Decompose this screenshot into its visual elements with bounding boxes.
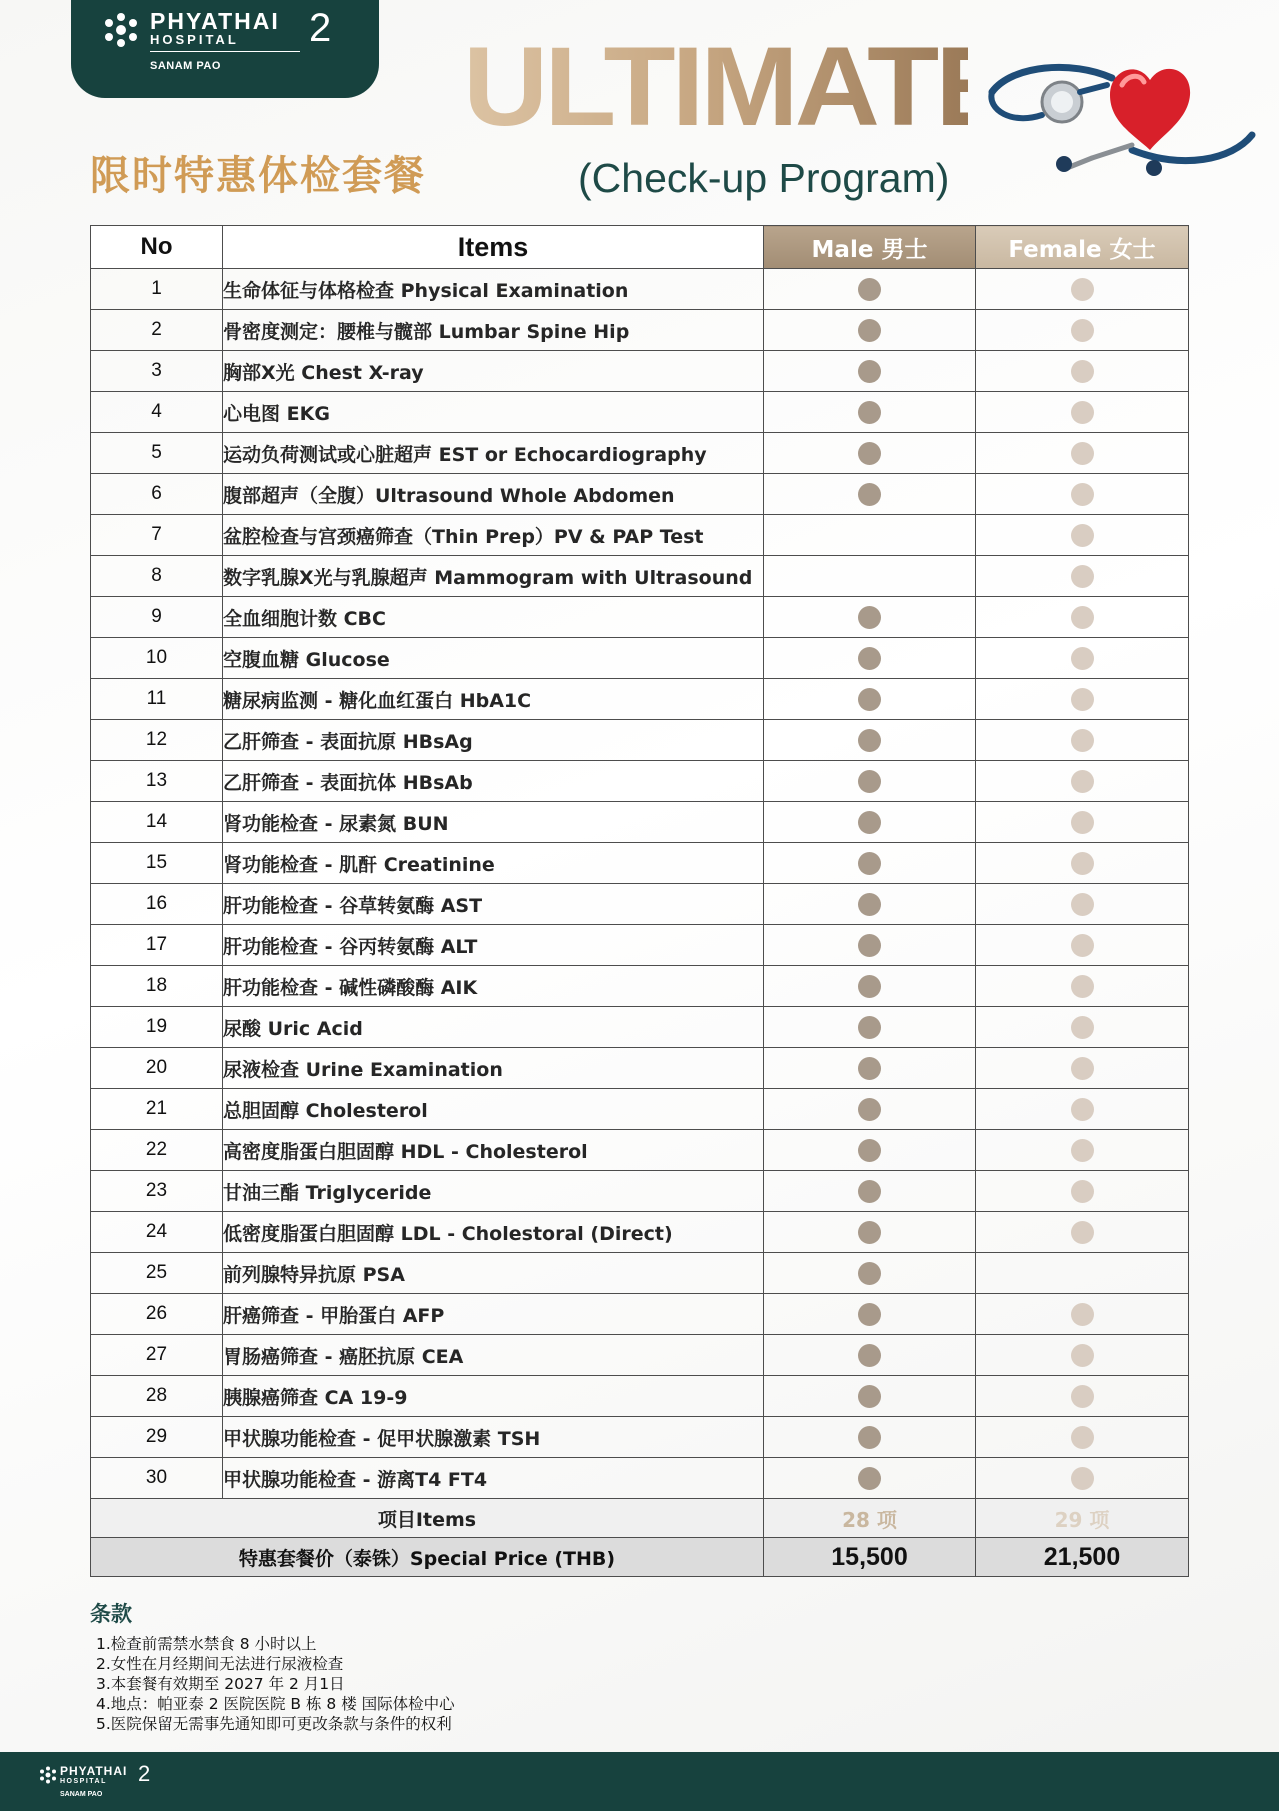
column-header-male: Male 男士 bbox=[764, 226, 976, 269]
row-item: 骨密度测定：腰椎与髋部 Lumbar Spine Hip bbox=[223, 310, 764, 351]
logo-divider bbox=[150, 51, 300, 52]
male-included-cell bbox=[764, 720, 976, 761]
special-price-row bbox=[91, 1538, 1189, 1577]
male-included-cell bbox=[764, 1212, 976, 1253]
footer-logo-location: SANAM PAO bbox=[60, 1791, 103, 1798]
female-included-cell bbox=[976, 720, 1189, 761]
female-included-dot-icon bbox=[1071, 1016, 1094, 1039]
male-included-cell bbox=[764, 966, 976, 1007]
logo-name: PHYATHAI bbox=[150, 8, 280, 34]
terms-item: 5.医院保留无需事先通知即可更改条款与条件的权利 bbox=[96, 1715, 452, 1733]
male-included-dot-icon bbox=[858, 278, 881, 301]
female-included-dot-icon bbox=[1071, 1180, 1094, 1203]
female-included-dot-icon bbox=[1071, 893, 1094, 916]
table-row bbox=[91, 1253, 1189, 1294]
row-number: 30 bbox=[91, 1458, 223, 1499]
promo-title-cn: 限时特惠体检套餐 bbox=[90, 153, 426, 199]
terms-item: 1.检查前需禁水禁食 8 小时以上 bbox=[96, 1635, 317, 1653]
table-row bbox=[91, 1089, 1189, 1130]
table-row bbox=[91, 802, 1189, 843]
male-included-dot-icon bbox=[858, 483, 881, 506]
row-item: 糖尿病监测 - 糖化血红蛋白 HbA1C bbox=[223, 679, 764, 720]
male-included-dot-icon bbox=[858, 442, 881, 465]
table-row bbox=[91, 269, 1189, 310]
male-included-cell bbox=[764, 925, 976, 966]
row-number: 19 bbox=[91, 1007, 223, 1048]
row-item: 甲状腺功能检查 - 游离T4 FT4 bbox=[223, 1458, 764, 1499]
male-included-dot-icon bbox=[858, 934, 881, 957]
row-item: 乙肝筛查 - 表面抗原 HBsAg bbox=[223, 720, 764, 761]
logo-hospital: HOSPITAL bbox=[150, 32, 239, 47]
female-included-dot-icon bbox=[1071, 688, 1094, 711]
male-included-cell bbox=[764, 884, 976, 925]
row-number: 12 bbox=[91, 720, 223, 761]
table-row bbox=[91, 925, 1189, 966]
row-item: 盆腔检查与宫颈癌筛查（Thin Prep）PV & PAP Test bbox=[223, 515, 764, 556]
table-row bbox=[91, 474, 1189, 515]
table-row bbox=[91, 597, 1189, 638]
male-included-dot-icon bbox=[858, 975, 881, 998]
male-included-cell bbox=[764, 1253, 976, 1294]
male-included-dot-icon bbox=[858, 770, 881, 793]
footer-logo-icon bbox=[38, 1765, 58, 1785]
female-included-dot-icon bbox=[1071, 565, 1094, 588]
male-included-dot-icon bbox=[858, 729, 881, 752]
female-included-cell bbox=[976, 269, 1189, 310]
male-included-cell bbox=[764, 310, 976, 351]
table-row bbox=[91, 638, 1189, 679]
female-included-dot-icon bbox=[1071, 852, 1094, 875]
logo-number: 2 bbox=[309, 6, 332, 50]
row-item: 肾功能检查 - 尿素氮 BUN bbox=[223, 802, 764, 843]
male-included-cell bbox=[764, 556, 976, 597]
male-included-cell bbox=[764, 1089, 976, 1130]
female-included-cell bbox=[976, 1458, 1189, 1499]
male-included-cell bbox=[764, 1376, 976, 1417]
table-row bbox=[91, 966, 1189, 1007]
table-row bbox=[91, 1294, 1189, 1335]
column-header-items: Items bbox=[223, 226, 764, 269]
male-included-cell bbox=[764, 1458, 976, 1499]
hospital-logo bbox=[71, 0, 379, 98]
female-included-cell bbox=[976, 1089, 1189, 1130]
male-included-dot-icon bbox=[858, 1303, 881, 1326]
table-row bbox=[91, 843, 1189, 884]
table-row bbox=[91, 1212, 1189, 1253]
row-number: 23 bbox=[91, 1171, 223, 1212]
female-included-cell bbox=[976, 392, 1189, 433]
table-row bbox=[91, 1171, 1189, 1212]
female-included-dot-icon bbox=[1071, 1057, 1094, 1080]
table-row bbox=[91, 1417, 1189, 1458]
female-included-dot-icon bbox=[1071, 1467, 1094, 1490]
row-item: 尿液检查 Urine Examination bbox=[223, 1048, 764, 1089]
female-included-cell bbox=[976, 1253, 1189, 1294]
terms-title: 条款 bbox=[90, 1602, 132, 1626]
row-number: 25 bbox=[91, 1253, 223, 1294]
female-included-dot-icon bbox=[1071, 811, 1094, 834]
female-included-dot-icon bbox=[1071, 524, 1094, 547]
row-item: 低密度脂蛋白胆固醇 LDL - Cholestoral (Direct) bbox=[223, 1212, 764, 1253]
male-included-cell bbox=[764, 1417, 976, 1458]
table-row bbox=[91, 884, 1189, 925]
row-item: 肝功能检查 - 碱性磷酸酶 AIK bbox=[223, 966, 764, 1007]
male-included-cell bbox=[764, 843, 976, 884]
female-included-cell bbox=[976, 679, 1189, 720]
female-included-cell bbox=[976, 556, 1189, 597]
table-row bbox=[91, 1458, 1189, 1499]
female-included-cell bbox=[976, 1335, 1189, 1376]
row-item: 肝功能检查 - 谷草转氨酶 AST bbox=[223, 884, 764, 925]
male-included-cell bbox=[764, 597, 976, 638]
row-number: 14 bbox=[91, 802, 223, 843]
column-header-female: Female 女士 bbox=[976, 226, 1189, 269]
table-row bbox=[91, 392, 1189, 433]
female-included-dot-icon bbox=[1071, 1426, 1094, 1449]
female-included-cell bbox=[976, 310, 1189, 351]
female-included-cell bbox=[976, 966, 1189, 1007]
table-row bbox=[91, 679, 1189, 720]
female-included-cell bbox=[976, 515, 1189, 556]
female-included-cell bbox=[976, 884, 1189, 925]
male-included-cell bbox=[764, 1130, 976, 1171]
table-row bbox=[91, 720, 1189, 761]
male-included-cell bbox=[764, 269, 976, 310]
male-included-cell bbox=[764, 679, 976, 720]
row-number: 11 bbox=[91, 679, 223, 720]
female-items-count: 29 项 bbox=[976, 1499, 1189, 1538]
male-included-dot-icon bbox=[858, 811, 881, 834]
female-included-dot-icon bbox=[1071, 606, 1094, 629]
male-included-dot-icon bbox=[858, 893, 881, 916]
male-included-dot-icon bbox=[858, 1385, 881, 1408]
footer-logo-name: PHYATHAI bbox=[60, 1764, 128, 1778]
male-included-cell bbox=[764, 474, 976, 515]
row-item: 肝功能检查 - 谷丙转氨酶 ALT bbox=[223, 925, 764, 966]
row-number: 13 bbox=[91, 761, 223, 802]
items-count-row bbox=[91, 1499, 1189, 1538]
male-included-cell bbox=[764, 515, 976, 556]
female-included-cell bbox=[976, 1294, 1189, 1335]
female-included-cell bbox=[976, 925, 1189, 966]
male-included-cell bbox=[764, 392, 976, 433]
row-item: 腹部超声（全腹）Ultrasound Whole Abdomen bbox=[223, 474, 764, 515]
footer-bar bbox=[0, 1752, 1279, 1811]
male-included-dot-icon bbox=[858, 1262, 881, 1285]
male-included-dot-icon bbox=[858, 1344, 881, 1367]
female-included-cell bbox=[976, 1171, 1189, 1212]
footer-logo-hospital: HOSPITAL bbox=[60, 1778, 107, 1785]
row-number: 20 bbox=[91, 1048, 223, 1089]
row-number: 15 bbox=[91, 843, 223, 884]
row-number: 17 bbox=[91, 925, 223, 966]
female-included-dot-icon bbox=[1071, 278, 1094, 301]
male-included-cell bbox=[764, 802, 976, 843]
logo-flower-icon bbox=[101, 10, 141, 50]
table-row bbox=[91, 1376, 1189, 1417]
row-number: 18 bbox=[91, 966, 223, 1007]
female-included-cell bbox=[976, 761, 1189, 802]
row-number: 2 bbox=[91, 310, 223, 351]
female-included-cell bbox=[976, 474, 1189, 515]
female-included-cell bbox=[976, 843, 1189, 884]
row-item: 胰腺癌筛查 CA 19-9 bbox=[223, 1376, 764, 1417]
female-included-cell bbox=[976, 1007, 1189, 1048]
male-included-cell bbox=[764, 1294, 976, 1335]
row-number: 28 bbox=[91, 1376, 223, 1417]
female-included-cell bbox=[976, 1130, 1189, 1171]
row-number: 26 bbox=[91, 1294, 223, 1335]
female-included-cell bbox=[976, 802, 1189, 843]
row-item: 运动负荷测试或心脏超声 EST or Echocardiography bbox=[223, 433, 764, 474]
female-included-dot-icon bbox=[1071, 360, 1094, 383]
female-included-cell bbox=[976, 1048, 1189, 1089]
male-included-dot-icon bbox=[858, 852, 881, 875]
row-number: 10 bbox=[91, 638, 223, 679]
row-item: 前列腺特异抗原 PSA bbox=[223, 1253, 764, 1294]
male-included-dot-icon bbox=[858, 688, 881, 711]
row-number: 22 bbox=[91, 1130, 223, 1171]
female-included-dot-icon bbox=[1071, 934, 1094, 957]
male-included-cell bbox=[764, 761, 976, 802]
stethoscope-heart-icon bbox=[982, 40, 1272, 180]
row-item: 生命体征与体格检查 Physical Examination bbox=[223, 269, 764, 310]
terms-list bbox=[96, 1634, 455, 1734]
row-number: 24 bbox=[91, 1212, 223, 1253]
program-title: ULTIMATE bbox=[463, 24, 1010, 150]
row-number: 16 bbox=[91, 884, 223, 925]
male-included-dot-icon bbox=[858, 360, 881, 383]
row-item: 甘油三酯 Triglyceride bbox=[223, 1171, 764, 1212]
male-included-cell bbox=[764, 351, 976, 392]
row-number: 5 bbox=[91, 433, 223, 474]
female-included-dot-icon bbox=[1071, 770, 1094, 793]
program-subtitle: (Check-up Program) bbox=[578, 155, 950, 201]
table-row bbox=[91, 761, 1189, 802]
terms-item: 3.本套餐有效期至 2027 年 2 月1日 bbox=[96, 1675, 345, 1693]
female-included-cell bbox=[976, 351, 1189, 392]
male-included-cell bbox=[764, 433, 976, 474]
female-included-dot-icon bbox=[1071, 1139, 1094, 1162]
row-item: 乙肝筛查 - 表面抗体 HBsAb bbox=[223, 761, 764, 802]
male-included-dot-icon bbox=[858, 1467, 881, 1490]
footer-logo-number: 2 bbox=[138, 1761, 151, 1786]
row-number: 27 bbox=[91, 1335, 223, 1376]
logo-location: SANAM PAO bbox=[150, 60, 221, 72]
male-included-dot-icon bbox=[858, 606, 881, 629]
male-included-cell bbox=[764, 1007, 976, 1048]
table-body bbox=[91, 269, 1189, 1499]
female-included-cell bbox=[976, 433, 1189, 474]
female-included-cell bbox=[976, 1212, 1189, 1253]
row-item: 肝癌筛查 - 甲胎蛋白 AFP bbox=[223, 1294, 764, 1335]
male-included-dot-icon bbox=[858, 1098, 881, 1121]
male-included-dot-icon bbox=[858, 1426, 881, 1449]
female-included-dot-icon bbox=[1071, 401, 1094, 424]
table-row bbox=[91, 556, 1189, 597]
male-included-cell bbox=[764, 638, 976, 679]
male-included-dot-icon bbox=[858, 1057, 881, 1080]
table-row bbox=[91, 1048, 1189, 1089]
female-included-dot-icon bbox=[1071, 442, 1094, 465]
male-price: 15,500 bbox=[764, 1538, 976, 1577]
table-row bbox=[91, 1335, 1189, 1376]
female-included-dot-icon bbox=[1071, 647, 1094, 670]
female-price: 21,500 bbox=[976, 1538, 1189, 1577]
table-header-row bbox=[91, 226, 1189, 269]
female-included-dot-icon bbox=[1071, 1303, 1094, 1326]
row-item: 总胆固醇 Cholesterol bbox=[223, 1089, 764, 1130]
female-included-dot-icon bbox=[1071, 1385, 1094, 1408]
row-item: 高密度脂蛋白胆固醇 HDL - Cholesterol bbox=[223, 1130, 764, 1171]
male-included-cell bbox=[764, 1171, 976, 1212]
table-row bbox=[91, 310, 1189, 351]
row-item: 数字乳腺X光与乳腺超声 Mammogram with Ultrasound bbox=[223, 556, 764, 597]
row-number: 29 bbox=[91, 1417, 223, 1458]
female-included-cell bbox=[976, 1376, 1189, 1417]
row-number: 3 bbox=[91, 351, 223, 392]
female-included-dot-icon bbox=[1071, 1098, 1094, 1121]
row-number: 1 bbox=[91, 269, 223, 310]
row-number: 4 bbox=[91, 392, 223, 433]
row-number: 8 bbox=[91, 556, 223, 597]
male-included-cell bbox=[764, 1048, 976, 1089]
male-included-cell bbox=[764, 1335, 976, 1376]
table-row bbox=[91, 351, 1189, 392]
female-included-dot-icon bbox=[1071, 1221, 1094, 1244]
row-item: 空腹血糖 Glucose bbox=[223, 638, 764, 679]
male-included-dot-icon bbox=[858, 647, 881, 670]
female-included-dot-icon bbox=[1071, 483, 1094, 506]
male-included-dot-icon bbox=[858, 319, 881, 342]
terms-item: 2.女性在月经期间无法进行尿液检查 bbox=[96, 1655, 344, 1673]
male-included-dot-icon bbox=[858, 1139, 881, 1162]
male-included-dot-icon bbox=[858, 1221, 881, 1244]
row-item: 胸部X光 Chest X-ray bbox=[223, 351, 764, 392]
checkup-items-table bbox=[90, 225, 1189, 1577]
male-included-dot-icon bbox=[858, 1016, 881, 1039]
row-item: 心电图 EKG bbox=[223, 392, 764, 433]
row-item: 甲状腺功能检查 - 促甲状腺激素 TSH bbox=[223, 1417, 764, 1458]
male-items-count: 28 项 bbox=[764, 1499, 976, 1538]
row-item: 肾功能检查 - 肌酐 Creatinine bbox=[223, 843, 764, 884]
items-count-label: 项目Items bbox=[91, 1499, 764, 1538]
row-item: 胃肠癌筛查 - 癌胚抗原 CEA bbox=[223, 1335, 764, 1376]
row-number: 6 bbox=[91, 474, 223, 515]
female-included-dot-icon bbox=[1071, 975, 1094, 998]
male-included-dot-icon bbox=[858, 401, 881, 424]
female-included-dot-icon bbox=[1071, 729, 1094, 752]
female-included-cell bbox=[976, 597, 1189, 638]
table-row bbox=[91, 1007, 1189, 1048]
female-included-dot-icon bbox=[1071, 1344, 1094, 1367]
row-number: 9 bbox=[91, 597, 223, 638]
row-item: 全血细胞计数 CBC bbox=[223, 597, 764, 638]
female-included-cell bbox=[976, 638, 1189, 679]
row-number: 21 bbox=[91, 1089, 223, 1130]
column-header-no: No bbox=[91, 226, 223, 269]
male-included-dot-icon bbox=[858, 1180, 881, 1203]
table-row bbox=[91, 433, 1189, 474]
female-included-dot-icon bbox=[1071, 319, 1094, 342]
special-price-label: 特惠套餐价（泰铢）Special Price (THB) bbox=[91, 1538, 764, 1577]
table-row bbox=[91, 515, 1189, 556]
row-number: 7 bbox=[91, 515, 223, 556]
terms-item: 4.地点：帕亚泰 2 医院医院 B 栋 8 楼 国际体检中心 bbox=[96, 1695, 455, 1713]
row-item: 尿酸 Uric Acid bbox=[223, 1007, 764, 1048]
female-included-cell bbox=[976, 1417, 1189, 1458]
table-row bbox=[91, 1130, 1189, 1171]
